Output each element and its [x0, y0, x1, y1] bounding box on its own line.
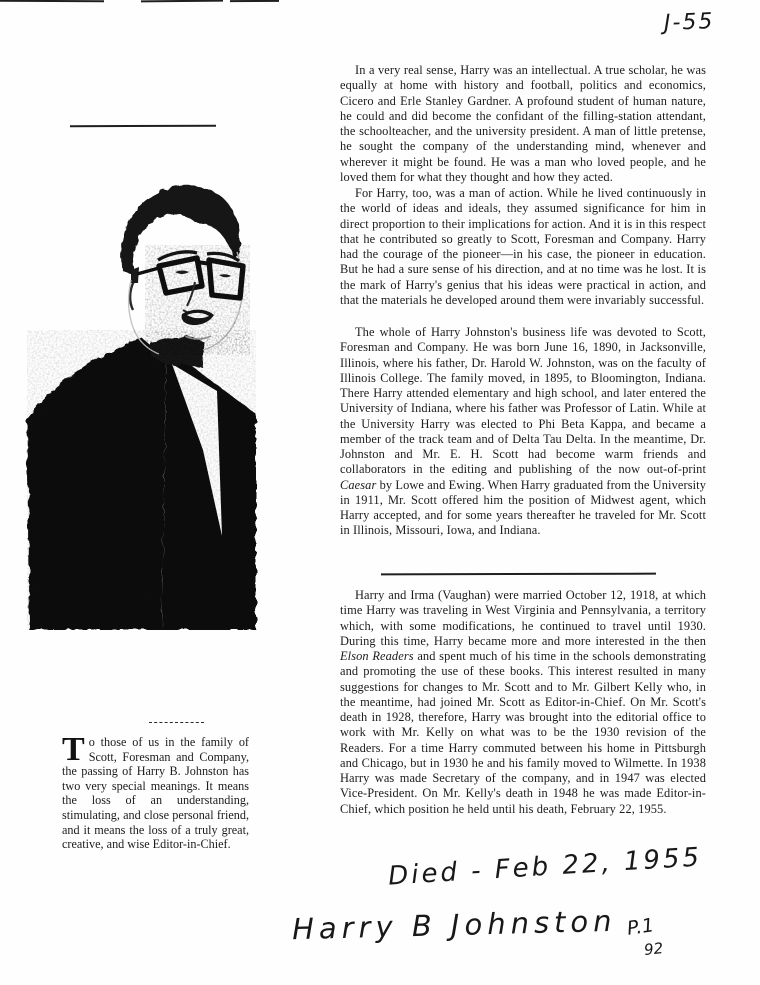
- paragraph: [340, 325, 706, 539]
- handwritten-death-date: Died - Feb 22, 1955: [387, 842, 703, 892]
- italic-book-title: Caesar: [340, 477, 377, 492]
- right-column-paragraph-block: [340, 325, 706, 539]
- handwritten-name: Harry B Johnston: [291, 903, 617, 947]
- handwritten-page-ref-sub: 92: [643, 939, 664, 959]
- text-run: The whole of Harry Johnston's business life was devoted to Scott, Foresman and Company. He was born June 16, 1890, in Jacksonville, Illinois, where his father, Dr. Harold W. Johnston, was on the faculty of Illinois College. The family moved, in 1895, to Bloomington, Indiana. There Harry attended elementary and high school, and later entered the University of Indiana, where his father was Professor of Latin. While at the University Harry was elected to Phi Beta Kappa, and became a member of the track team and of Delta Tau Delta. In the meantime, Dr. Johnston and Mr. E. H. Scott had become warm friends and collaborators in the editing and publishing of the now out-of-print: [340, 325, 706, 477]
- italic-book-title: Elson Readers: [340, 649, 414, 663]
- rule-segment: [141, 0, 223, 2]
- horizontal-rule-middle: [381, 573, 656, 576]
- dashed-rule: [149, 722, 204, 723]
- paragraph: [340, 63, 706, 185]
- right-column-paragraph-block: [340, 588, 706, 817]
- horizontal-rule-right-broken: [0, 0, 280, 3]
- face-and-hair: [121, 186, 250, 355]
- ear: [130, 281, 134, 310]
- tribute-paragraph: [62, 731, 249, 852]
- right-column-paragraph-block: [340, 63, 706, 185]
- paragraph: [340, 186, 706, 308]
- text-run: and spent much of his time in the schools demonstrating and promoting the use of these books. This interest resulted in many suggestions for changes to Mr. Scott and to Mr. Gilbert Kelly who, in the meantime, had joined Mr. Scott as Editor-in-Chief. On Mr. Scott's death in 1928, therefore, Harry was brought into the editorial office to work with Mr. Kelly on what was to be the 1930 revision of the Readers. For a time Harry commuted between his home in Pittsburgh and Chicago, but in 1930 he and his family moved to Wilmette. In 1938 Harry was made Secretary of the company, and in 1947 was elected Vice-President. On Mr. Kelly's death in 1948 he was made Editor-in-Chief, which position he held until his death, February 22, 1955.: [340, 649, 706, 816]
- text-run: In a very real sense, Harry was an intellectual. A true scholar, he was equally at home with history and football, politics and economics, Cicero and Erle Stanley Gardner. A profound student of human nature, he could and did become the confidant of the filling-station attendant, the schoolteacher, and the university president. A man of little pretense, he sought the company of the understanding mind, whenever and wherever it might be found. He was a man who loved people, and he loved them for what they thought and how they acted.: [340, 63, 706, 184]
- handwritten-corner-code: J-55: [663, 9, 715, 36]
- portrait-photo: [25, 150, 258, 630]
- handwritten-page-ref: P.1: [625, 914, 656, 940]
- text-run: by Lowe and Ewing. When Harry graduated from the University in 1911, Mr. Scott offered him the position of Midwest agent, which Harry accepted, and for some years thereafter he traveled for Mr. Scott in Illinois, Missouri, Iowa, and Indiana.: [340, 477, 706, 538]
- text-run: For Harry, too, was a man of action. While he lived continuously in the world of ideas and ideals, they assumed significance for him in direct proportion to their implications for action. And it is in this respect that he contributed so greatly to Scott, Foresman and Company. Harry had the courage of the pioneer—in his case, the pioneer in education. But he had a sure sense of his direction, and at no time was he lost. It is the mark of Harry's genius that his ideas were practical in action, and that the materials he developed around them were invariably successful.: [340, 186, 706, 307]
- text-run: Harry and Irma (Vaughan) were married October 12, 1918, at which time Harry was traveling in West Virginia and Pennsylvania, a territory which, with some modifications, he continued to travel until 1930. During this time, Harry became more and more interested in the then: [340, 588, 706, 648]
- rule-segment: [0, 0, 104, 2]
- paragraph: [340, 588, 706, 817]
- rule-segment: [230, 0, 279, 2]
- tribute-text: o those of us in the family of Scott, Foresman and Company, the passing of Harry B. Johnston has two very special meanings. It means the loss of an understanding, stimulating, and close personal friend, and it means the loss of a truly great, creative, and wise Editor-in-Chief.: [62, 735, 249, 852]
- horizontal-rule-left: [70, 125, 216, 128]
- right-column-paragraph-block: [340, 186, 706, 308]
- drop-cap: T: [62, 731, 85, 768]
